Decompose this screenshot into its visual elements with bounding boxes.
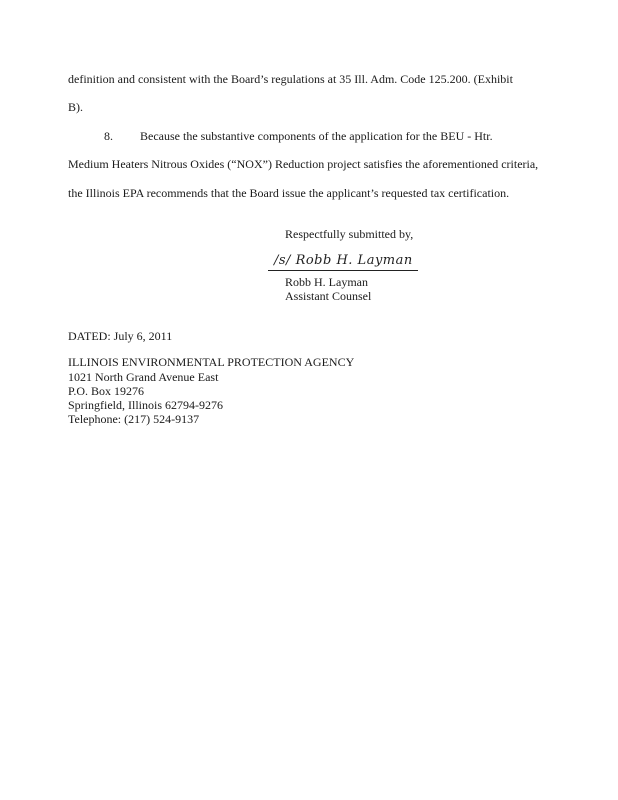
agency-street: 1021 North Grand Avenue East xyxy=(68,370,219,384)
signature-rule xyxy=(268,270,418,271)
paragraph-number: 8. xyxy=(104,129,113,143)
signer-name: Robb H. Layman xyxy=(285,275,368,289)
closing-text: Respectfully submitted by, xyxy=(285,227,414,241)
signature-line xyxy=(268,252,418,272)
signer-title: Assistant Counsel xyxy=(285,289,372,303)
agency-city: Springfield, Illinois 62794-9276 xyxy=(68,398,223,412)
agency-po-box: P.O. Box 19276 xyxy=(68,384,145,398)
paragraph-2-text-1: Because the substantive components of the application for the BEU - Htr. xyxy=(140,129,493,143)
handwritten-signature: /s/ Robb H. Layman xyxy=(274,253,413,268)
paragraph-1-line-1: definition and consistent with the Board’s regulations at 35 Ill. Adm. Code 125.200. (Exhibit xyxy=(68,72,513,86)
agency-telephone: Telephone: (217) 524-9137 xyxy=(68,412,200,426)
paragraph-1-line-2: B). xyxy=(68,100,83,114)
paragraph-2-line-2: Medium Heaters Nitrous Oxides (“NOX”) Reduction project satisfies the aforementioned criteria, xyxy=(68,157,539,171)
agency-name: ILLINOIS ENVIRONMENTAL PROTECTION AGENCY xyxy=(68,355,355,369)
paragraph-2-line-1 xyxy=(104,129,493,143)
date-line: DATED: July 6, 2011 xyxy=(68,329,173,343)
paragraph-2-line-3: the Illinois EPA recommends that the Board issue the applicant’s requested tax certification. xyxy=(68,186,510,200)
